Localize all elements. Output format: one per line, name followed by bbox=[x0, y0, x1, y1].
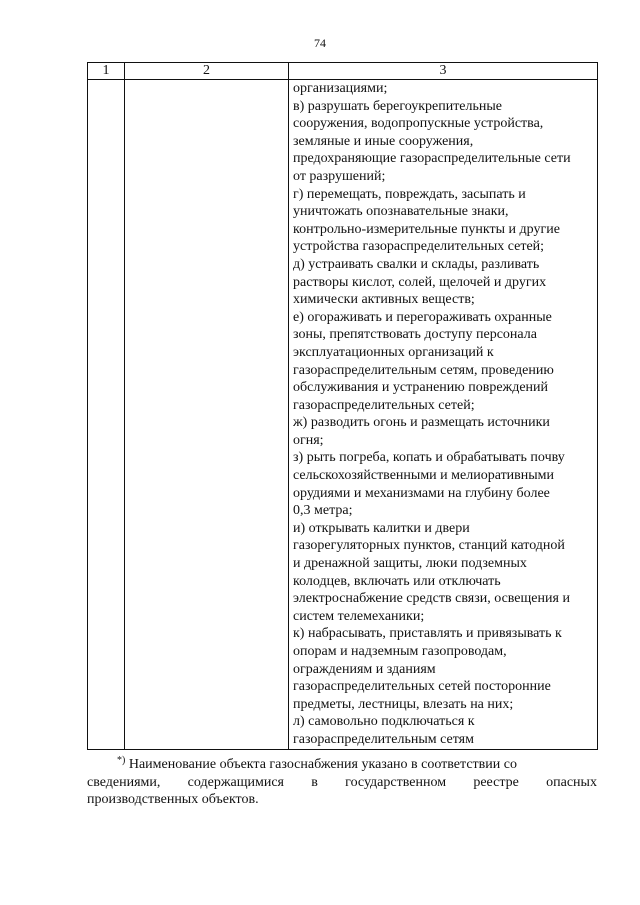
table-cell-col2 bbox=[125, 80, 289, 750]
text-line: опорам и надземным газопроводам, bbox=[293, 644, 507, 659]
footnote-word: содержащимися bbox=[187, 774, 284, 790]
text-line: д) устраивать свалки и склады, разливать bbox=[293, 256, 540, 272]
footnote-word: опасных bbox=[546, 774, 597, 790]
table-cell-col1 bbox=[88, 80, 125, 750]
footnote-word: сведениями, bbox=[87, 774, 161, 790]
table-row bbox=[88, 80, 598, 750]
text-line: сооружения, водопропускные устройства, bbox=[293, 116, 544, 132]
column-header-2: 2 bbox=[125, 63, 289, 80]
table-header-row bbox=[88, 63, 598, 80]
page-number: 74 bbox=[314, 36, 326, 50]
text-line: предметы, лестницы, влезать на них; bbox=[293, 696, 514, 712]
footnote-word: в bbox=[311, 774, 318, 790]
text-line: уничтожать опознавательные знаки, bbox=[293, 204, 509, 220]
text-line: устройства газораспределительных сетей; bbox=[293, 239, 545, 255]
text-line: 0,3 метра; bbox=[293, 503, 353, 519]
text-line: зоны, препятствовать доступу персонала bbox=[293, 327, 537, 343]
text-line: ж) разводить огонь и размещать источники bbox=[293, 415, 550, 431]
text-line: газораспределительных сетей; bbox=[293, 397, 475, 413]
text-line: газораспределительных сетей посторонние bbox=[293, 679, 551, 695]
text-line: л) самовольно подключаться к bbox=[293, 714, 475, 730]
text-line: растворы кислот, солей, щелочей и других bbox=[293, 274, 547, 290]
footnote-line-2 bbox=[87, 774, 597, 792]
text-line: сельскохозяйственными и мелиоративными bbox=[293, 468, 555, 484]
column-header-1: 1 bbox=[88, 63, 125, 80]
text-line: колодцев, включать или отключать bbox=[293, 573, 501, 589]
footnote-word: государственном bbox=[345, 774, 447, 790]
footnote-text-1: Наименование объекта газоснабжения указано в соответствии со bbox=[128, 757, 517, 772]
text-line: е) огораживать и перегораживать охранные bbox=[293, 309, 552, 325]
text-line: обслуживания и устранению повреждений bbox=[293, 380, 549, 396]
text-line: и дренажной защиты, люки подземных bbox=[293, 556, 527, 572]
text-line: в) разрушать берегоукрепительные bbox=[293, 98, 503, 114]
text-line: огня; bbox=[293, 432, 324, 448]
text-line: эксплуатационных организаций к bbox=[293, 344, 494, 360]
footnote-marker: *) bbox=[117, 755, 126, 766]
text-line: предохраняющие газораспределительные сети bbox=[293, 151, 571, 167]
footnote-line-3: производственных объектов. bbox=[87, 792, 259, 808]
footnote-word: реестре bbox=[473, 774, 519, 790]
document-table bbox=[87, 62, 598, 750]
column-header-3: 3 bbox=[289, 63, 598, 80]
text-line: газораспределительным сетям bbox=[293, 731, 474, 747]
table-cell-col3 bbox=[289, 80, 598, 750]
text-line: орудиями и механизмами на глубину более bbox=[293, 485, 550, 501]
text-line: химически активных веществ; bbox=[293, 292, 475, 308]
text-line: земляные и иные сооружения, bbox=[293, 133, 474, 149]
text-line: контрольно-измерительные пункты и другие bbox=[293, 221, 560, 237]
text-line: г) перемещать, повреждать, засыпать и bbox=[293, 186, 526, 202]
footnote bbox=[87, 752, 597, 809]
text-line: систем телемеханики; bbox=[293, 608, 425, 624]
text-line: газораспределительным сетям, проведению bbox=[293, 362, 554, 378]
text-line: к) набрасывать, приставлять и привязывать к bbox=[293, 626, 562, 642]
text-line: от разрушений; bbox=[293, 168, 386, 184]
text-line: электроснабжение средств связи, освещения и bbox=[293, 591, 570, 607]
text-line: з) рыть погреба, копать и обрабатывать почву bbox=[293, 450, 565, 466]
text-line: газорегуляторных пунктов, станций катодной bbox=[293, 538, 565, 554]
text-line: организациями; bbox=[293, 81, 388, 96]
restrictions-list bbox=[289, 80, 597, 749]
text-line: ограждениям и зданиям bbox=[293, 661, 436, 677]
footnote-line-1 bbox=[87, 752, 597, 774]
text-line: и) открывать калитки и двери bbox=[293, 520, 470, 536]
